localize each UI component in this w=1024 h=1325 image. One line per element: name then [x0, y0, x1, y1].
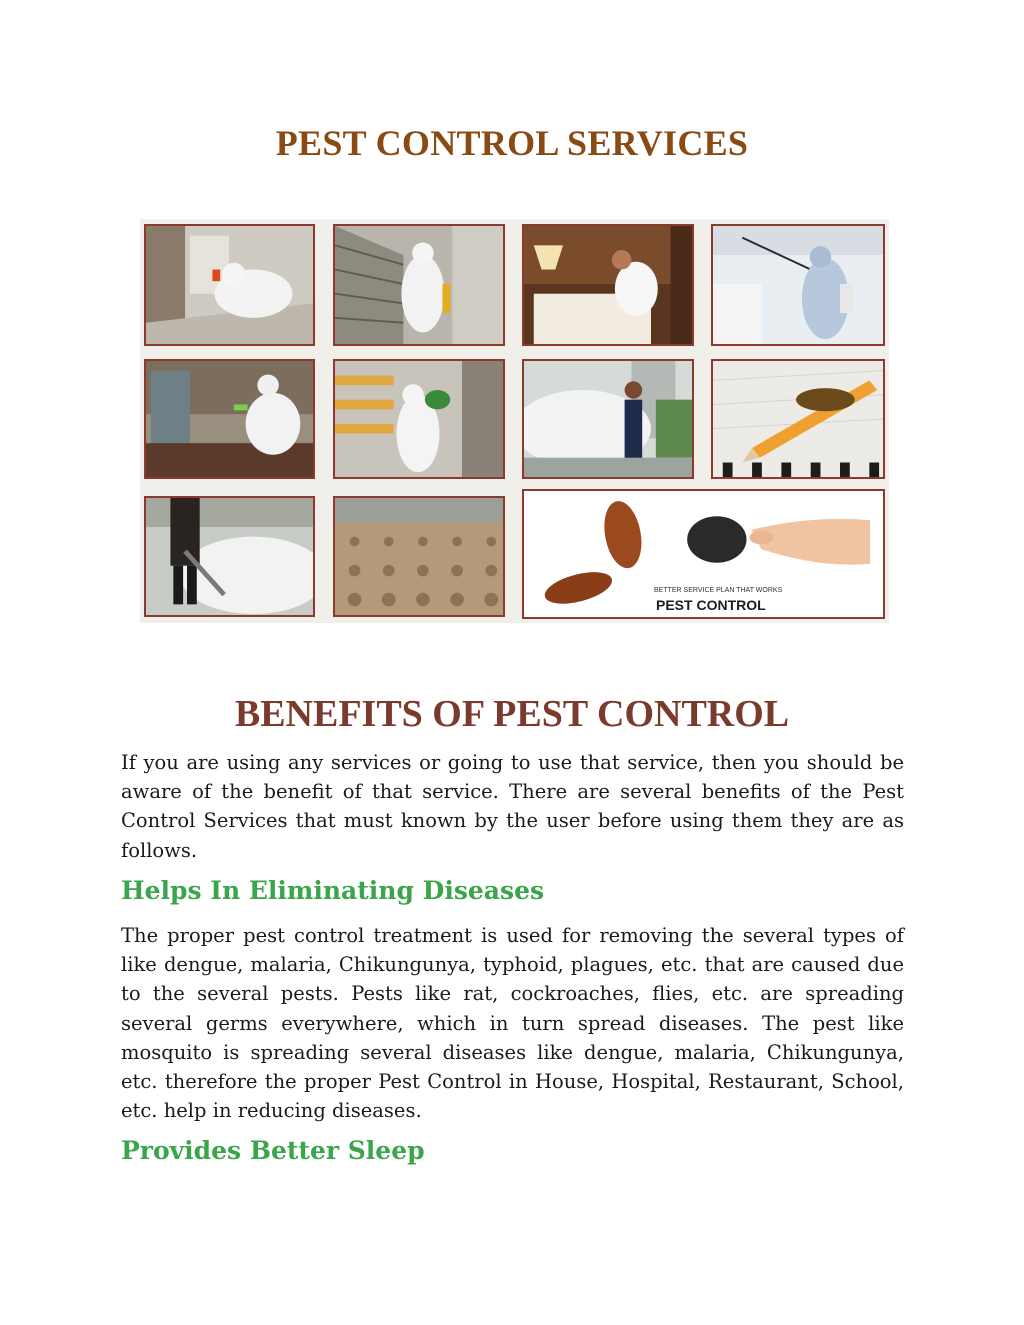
section-title-sleep: Provides Better Sleep — [121, 1136, 425, 1165]
worker-fogging-warehouse-photo — [333, 359, 505, 479]
intro-paragraph: If you are using any services or going to use that service, then you should be aware of the benefit of that service. There are several benefits of the Pest Control Services that must known by the user before using them they are as follows. — [121, 751, 904, 862]
section-body-diseases: The proper pest control treatment is used for removing the several types of like dengue, malaria, Chikungunya, typhoid, plagues, etc. that are caused due to the several pests. Pests like rat, cockroaches, flies, etc. are spreading several germs everywhere, which in turn spread diseases. The pest like mosquito is spreading several diseases like dengue, malaria, Chikungunya, etc. therefore the proper Pest Control in House, Hospital, Restaurant, School, etc. help in reducing diseases. — [121, 924, 904, 1123]
section-title-diseases: Helps In Eliminating Diseases — [121, 876, 545, 905]
worker-spraying-warehouse-photo — [333, 224, 505, 346]
fogging-street-photo — [144, 496, 315, 617]
worker-fogging-outdoor-photo — [522, 359, 694, 479]
worker-spraying-kitchen-photo — [711, 224, 885, 346]
worker-cleaning-drain-photo — [144, 359, 315, 479]
page-title: PEST CONTROL SERVICES — [275, 123, 749, 163]
pest-control-collage — [140, 219, 889, 623]
banner-tagline: BETTER SERVICE PLAN THAT WORKS — [654, 587, 783, 594]
cockroach-flick-photo — [522, 489, 885, 619]
worker-inspecting-bed-photo — [522, 224, 694, 346]
caterpillar-on-pencil-photo — [711, 359, 885, 479]
worker-spraying-floor-photo — [144, 224, 315, 346]
soil-treatment-photo — [333, 496, 505, 617]
benefits-heading: BENEFITS OF PEST CONTROL — [234, 693, 790, 735]
banner-label: PEST CONTROL — [656, 597, 766, 613]
